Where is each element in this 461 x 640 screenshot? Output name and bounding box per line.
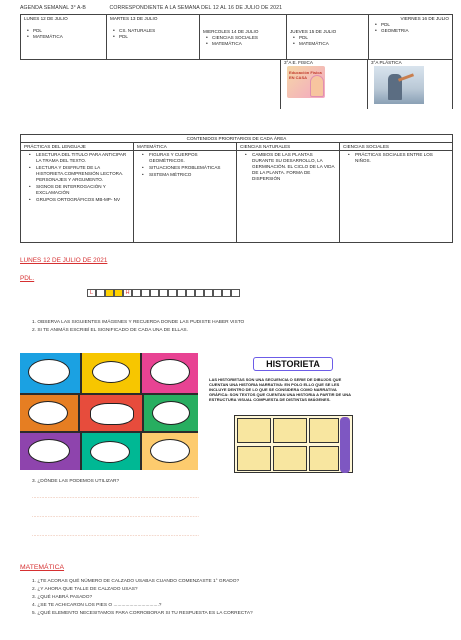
content-item: • SISTEMA MÉTRICO [137,172,233,178]
content-item: • FIGURAS Y CUERPOS GEOMÉTRICOS. [137,152,233,164]
subject-item: • PDL [24,28,103,34]
pdl-subject: PDL. [20,275,35,282]
day-label: JUEVES 15 DE JULIO [290,29,337,34]
monday-title: LUNES 12 DE JULIO DE 2021 [20,257,108,264]
standing-figure-icon [340,417,350,473]
content-item: • GRUPOS ORTOGRÁFICOS MB-MP- NV [24,197,130,203]
letter-cell[interactable] [231,289,240,297]
pe-at-home-image [287,66,325,98]
question-item: 3. ¿DÓNDE LAS PODEMOS UTILIZAR? [32,479,120,484]
question-item: 3. ¿QUÉ HABRÁ PASADO? [32,595,93,600]
historieta-image [206,355,354,475]
subject-item: • PDL [110,34,196,40]
extra-classes [280,59,453,109]
naturales-content [237,151,340,243]
speech-bubble [28,439,70,463]
letter-cell[interactable]: L [87,289,96,297]
speech-bubble [28,401,68,425]
letter-cell[interactable] [159,289,168,297]
letter-cell[interactable] [150,289,159,297]
content-item: • LECTURA Y DISFRUTE DE LA HISTORIETA.COMPRENSIÓN LECTORA. PERSONAJES Y ARGUMENTO. [24,165,130,183]
letter-cell-highlighted[interactable] [114,289,123,297]
speech-bubble [92,361,130,383]
strip-panel [309,418,339,443]
question-item: 4. ¿SE TE ACHICARON LOS PIES O ..................................? [32,603,162,608]
question-3 [32,478,119,486]
letter-cell[interactable] [141,289,150,297]
day-label: MARTES 13 DE JULIO [110,16,158,21]
question-item: 2. ¿Y AHORA QUE TALLE DE CALZADO USAS? [32,587,138,592]
strip-panel [273,418,307,443]
content-item: • PRÁCTICAS SOCIALES ENTRE LOS NIÑOS. [343,152,449,164]
day-wednesday [200,15,287,60]
comic-strip [234,415,353,473]
letter-cell[interactable] [204,289,213,297]
subject-item: • PDL [372,22,449,28]
pe-image-caption: Educación Física EN CASA [289,70,322,80]
agenda-week: CORRESPONDIENTE A LA SEMANA DEL 12 AL 16 DE JULIO DE 2021 [109,5,283,11]
letter-cell[interactable] [168,289,177,297]
instruction-item: 2. SI TE ANIMÁS ESCRIBÍ EL SIGNIFICADO DE CADA UNA DE ELLAS. [32,328,188,333]
speech-bubble [90,441,130,463]
lengua-content [21,151,134,243]
subject-item: • MATEMÁTICA [290,41,365,47]
day-label: MIERCOLES 14 DE JULIO [203,29,259,34]
day-label: VIERNES 16 DE JULIO [400,16,449,21]
historieta-banner: HISTORIETA [253,357,333,371]
strip-panel [309,446,339,471]
subject-item: • PDL [290,35,365,41]
day-label: LUNES 12 DE JULIO [24,16,68,21]
subject-item: • CIENCIAS SOCIALES [203,35,283,41]
speech-bubble [90,403,134,425]
letter-cell[interactable] [222,289,231,297]
content-item: • SITUACIONES PROBLEMÁTICAS [137,165,233,171]
art-sculpture-image [374,66,424,104]
day-friday [369,15,453,60]
pe-class-cell [280,59,367,109]
letter-exercise-row [87,289,240,297]
strip-panel [273,446,307,471]
speech-bubble [28,359,70,385]
letter-cell[interactable]: H [123,289,132,297]
monday-instructions [32,319,244,335]
col-heading: CIENCIAS SOCIALES [340,143,453,151]
col-heading: MATEMÁTICA [134,143,237,151]
answer-line[interactable]: .......................................................................................................... [32,513,200,518]
strip-panel [237,418,271,443]
comic-bubbles-image [20,353,198,470]
subject-item: • MATEMÁTICA [24,34,103,40]
letter-cell[interactable] [213,289,222,297]
speech-bubble [150,359,190,385]
col-heading: CIENCIAS NATURALES [237,143,340,151]
letter-cell[interactable] [186,289,195,297]
subject-item: • CS. NATURALES [110,28,196,34]
day-thursday [287,15,369,60]
strip-panel [237,446,271,471]
priority-contents-table [20,134,453,243]
agenda-header [20,5,304,11]
answer-line[interactable]: .......................................................................................................... [32,494,200,499]
letter-cell[interactable] [132,289,141,297]
agenda-title: AGENDA SEMANAL 3° A-B [20,5,86,11]
matematica-content [134,151,237,243]
art-class-label: 3°A PLÁSTICA [371,60,402,65]
letter-cell[interactable] [96,289,105,297]
art-class-cell [367,59,453,109]
col-heading: PRÁCTICAS DEL LENGUAJE [21,143,134,151]
speech-bubble [150,439,190,463]
speech-bubble [152,401,190,425]
sociales-content [340,151,453,243]
instruction-item: 1. OBSERVA LAS SIGUIENTES IMÁGENES Y RECUERDA DONDE LAS PUDISTE HABER VISTO [32,320,245,325]
letter-cell[interactable] [177,289,186,297]
content-item: • CAMBIOS DE LAS PLANTAS DURANTE SU DESARROLLO, LA GERMINACIÓN. EL CICLO DE LA VIDA DE LA PLANTA. FORMA DE DISPERSIÓN [240,152,336,182]
question-item: 5. ¿QUÉ ELEMENTO NECESITAMOS PARA CORROBORAR SI TU RESPUESTA ES LA CORRECTA? [32,611,253,616]
subject-item: • MATEMÁTICA [203,41,283,47]
letter-cell-highlighted[interactable] [105,289,114,297]
content-item: • SIGNOS DE INTERROGACIÓN Y EXCLAMACIÓN [24,184,130,196]
girl-figure-icon [310,75,324,97]
weekly-schedule-table [20,14,453,60]
day-tuesday [107,15,200,60]
content-item: • LESCTURA DEL TITULO PARA ANTICIPAR LA TRAMA DEL TEXTO. [24,152,130,164]
question-item: 1. ¿TE ACORAS QUÉ NÚMERO DE CALZADO USABAS CUANDO COMENZASTE 1° GRADO? [32,579,240,584]
day-monday [21,15,107,60]
pe-class-label: 3°A E. FISICA [284,60,313,65]
historieta-definition: LAS HISTORIETAS SON UNA SECUENCIA O SERIE DE DIBUJOS QUE CUENTAN UNA HISTORIA NARRATIVA: EN POLO ELLO QUE SE LES INCLUYE DENTRO DE LO QUE SE CONSIDERA COMO NARRATIVA GRÁFICA: SON TEXTOS QUE CUENTAN UNA HISTORIA A PARTIR DE UNA ESTRUCTURA VISUAL COMPUESTA DE DISTINTAS IMÁGENES. [209,377,351,402]
answer-line[interactable]: .......................................................................................................... [32,532,200,537]
letter-cell[interactable] [195,289,204,297]
matematica-questions [32,578,253,618]
contents-title: CONTENIDOS PRIORITARIOS DE CADA ÁREA [21,135,453,143]
matematica-title: MATEMÁTICA [20,564,65,571]
subject-item: • GEOMETRIA [372,28,449,34]
